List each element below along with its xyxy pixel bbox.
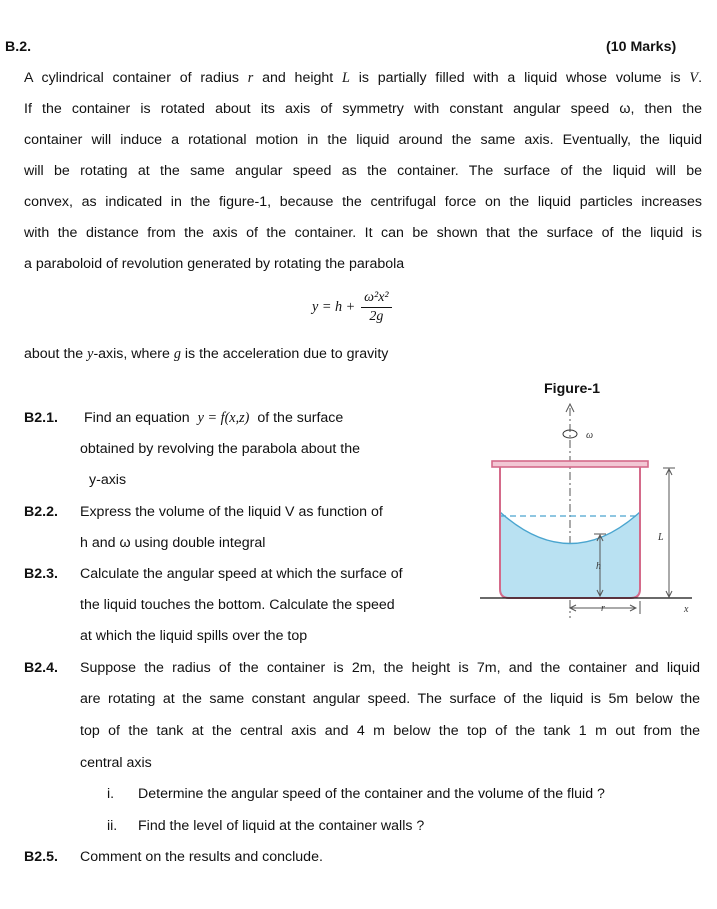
intro-line-5: convex, as indicated in the figure-1, because the centrifugal force on the liquid particles increases [24,194,702,210]
question-b21-number: B2.1. [24,410,58,426]
question-b24-line-4: central axis [80,755,152,771]
question-b24-sub2-number: ii. [107,818,118,834]
question-b24-line-3: top of the tank at the central axis and 4 m below the top of the tank 1 m out from the [80,723,700,739]
section-label: B.2. [5,39,32,55]
marks-label: (10 Marks) [606,39,677,55]
question-b25-number: B2.5. [24,849,58,865]
depth-label: h [596,561,601,572]
question-b24-number: B2.4. [24,660,58,676]
question-b23-number: B2.3. [24,566,58,582]
intro-paragraph [24,63,702,280]
intro-line-3: container will induce a rotational motion in the liquid around the same axis. Eventually, the liquid [24,132,702,148]
question-b21-line-2: obtained by revolving the parabola about the [80,441,361,457]
intro-line-4: will be rotating at the same angular speed as the container. The surface of the liquid will be [24,163,702,179]
question-b23-line-2: the liquid touches the bottom. Calculate the speed [80,597,395,613]
container-rim [492,461,648,467]
question-b22-number: B2.2. [24,504,58,520]
question-b24-line-1: Suppose the radius of the container is 2m, the height is 7m, and the container and liquid [80,660,700,676]
question-b24-line-2: are rotating at the same constant angular speed. The surface of the liquid is 5m below the [80,691,700,707]
radius-label: r [601,603,605,614]
question-b24-sub2: Find the level of liquid at the container walls ? [138,818,425,834]
figure-title: Figure-1 [544,381,600,397]
question-b21-line-1: Find an equation y = f(x,z) of the surface [84,410,344,426]
question-b23-line-3: at which the liquid spills over the top [80,628,308,644]
intro-line-6: with the distance from the axis of the container. It can be shown that the surface of the liquid is [24,225,702,241]
intro-line-2: If the container is rotated about its axis of symmetry with constant angular speed ω, then the [24,101,702,117]
figure-1-diagram [470,400,710,625]
intro-line-7: a paraboloid of revolution generated by rotating the parabola [24,256,405,272]
question-b24-sub1: Determine the angular speed of the container and the volume of the fluid ? [138,786,605,802]
question-b22-line-1: Express the volume of the liquid V as function of [80,504,383,520]
question-b22-line-2: h and ω using double integral [80,535,266,551]
question-b21-line-3: y-axis [89,472,127,488]
intro-line-1: A cylindrical container of radius r and height L is partially filled with a liquid whose volume is V. [24,70,703,86]
parabola-equation: y = h + $\frac{\text{ω²x²}}{2g}$ [312,290,392,325]
height-label: L [658,532,664,543]
question-b24-sub1-number: i. [107,786,115,802]
question-b23-line-1: Calculate the angular speed at which the surface of [80,566,403,582]
about-line: about the y-axis, where g is the acceleration due to gravity [24,346,389,362]
x-axis-label: x [684,604,689,615]
omega-label: ω [586,430,594,441]
question-b25-text: Comment on the results and conclude. [80,849,323,865]
